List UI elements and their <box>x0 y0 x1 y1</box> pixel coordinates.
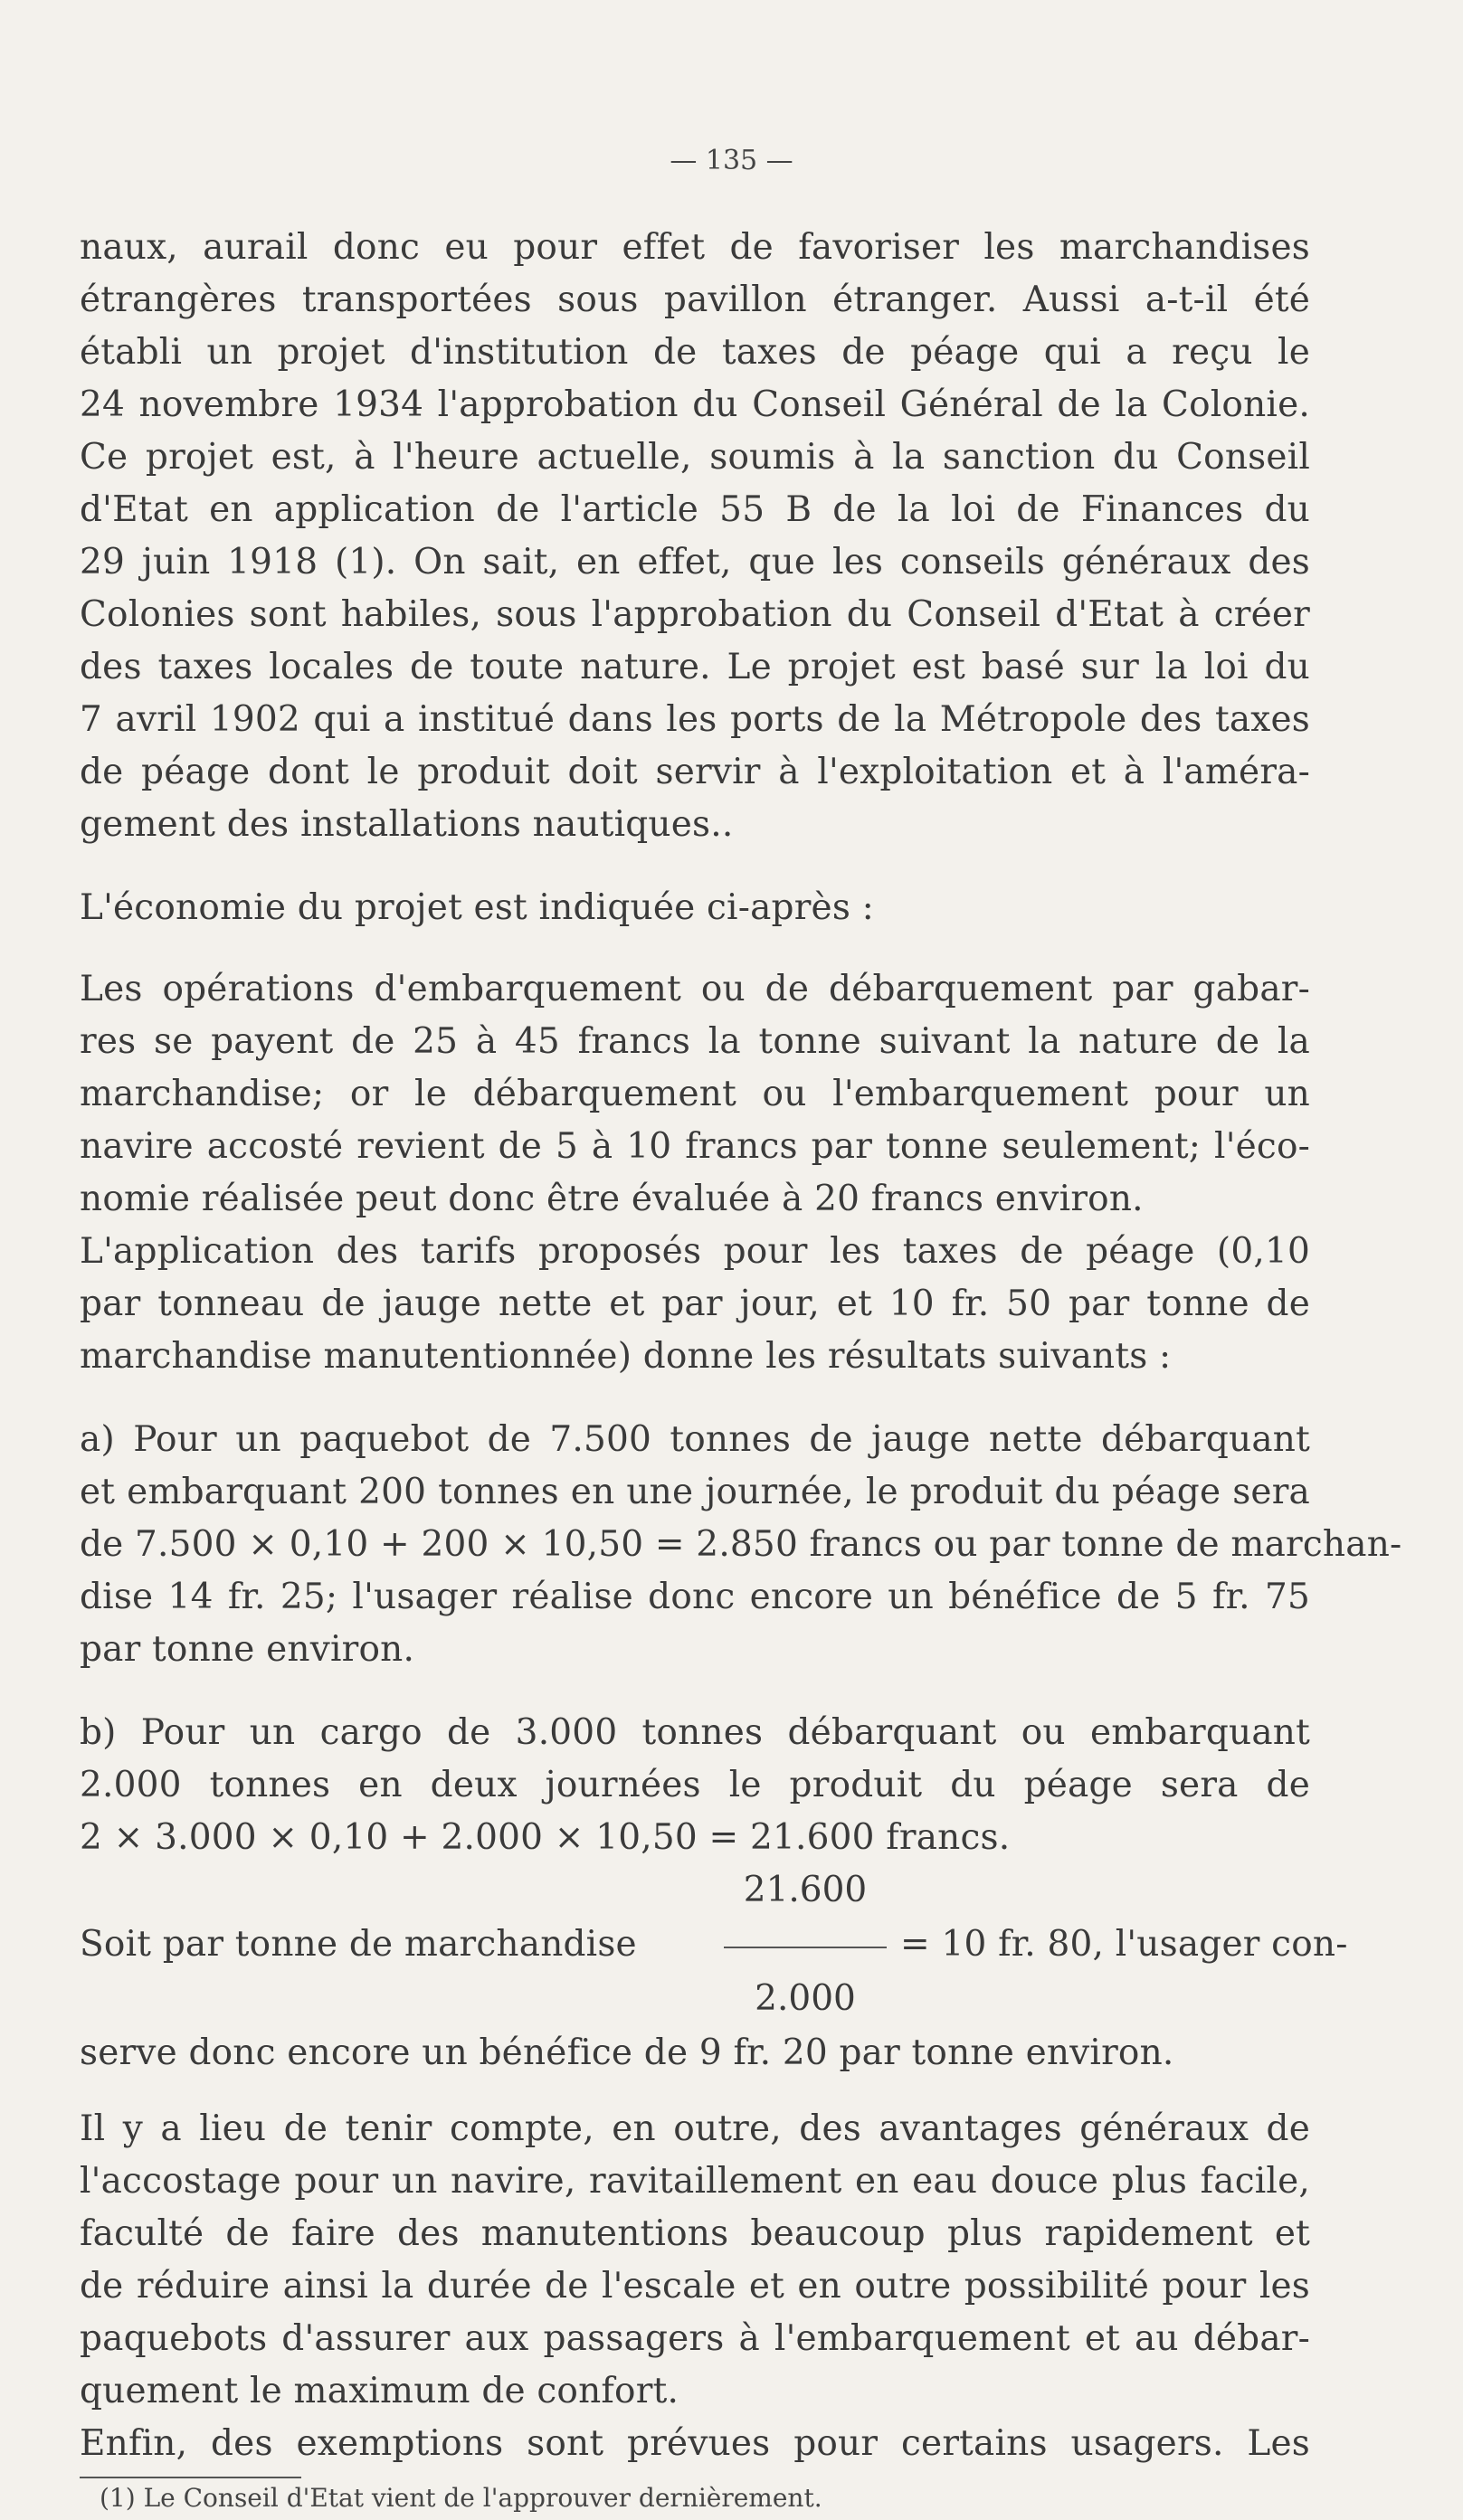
text-line: par tonneau de jauge nette et par jour, et 10 fr. 50 par tonne de <box>80 1284 1310 1324</box>
text-line: Ce projet est, à l'heure actuelle, soumis à la sanction du Conseil <box>80 437 1310 478</box>
fraction-bar <box>724 1947 887 1948</box>
footnote: (1) Le Conseil d'Etat vient de l'approuver dernièrement. <box>100 2483 822 2513</box>
text-line: 29 juin 1918 (1). On sait, en effet, que les conseils généraux des <box>80 542 1310 583</box>
text-line: et embarquant 200 tonnes en une journée, le produit du péage sera <box>80 1472 1310 1512</box>
text-line: par tonne environ. <box>80 1629 415 1670</box>
footnote-rule <box>80 2477 301 2478</box>
text-line: nomie réalisée peut donc être évaluée à 20 francs environ. <box>80 1179 1144 1219</box>
page-number: — 135 — <box>670 145 793 176</box>
text-line: gement des installations nautiques.. <box>80 804 734 845</box>
text-line: 2.000 tonnes en deux journées le produit du péage sera de <box>80 1765 1310 1805</box>
text-line: dise 14 fr. 25; l'usager réalise donc encore un bénéfice de 5 fr. 75 <box>80 1577 1310 1617</box>
text-line: de réduire ainsi la durée de l'escale et en outre possibilité pour les <box>80 2266 1310 2307</box>
text-line: L'économie du projet est indiquée ci-après : <box>80 887 874 928</box>
text-line: b) Pour un cargo de 3.000 tonnes débarquant ou embarquant <box>80 1712 1310 1753</box>
fraction-denominator: 2.000 <box>755 1978 856 2019</box>
text-line: Il y a lieu de tenir compte, en outre, des avantages généraux de <box>80 2108 1310 2149</box>
text-line: marchandise manutentionnée) donne les résultats suivants : <box>80 1336 1172 1377</box>
text-line: établi un projet d'institution de taxes de péage qui a reçu le <box>80 332 1310 373</box>
text-line: l'accostage pour un navire, ravitaillement en eau douce plus facile, <box>80 2161 1310 2202</box>
text-line: d'Etat en application de l'article 55 B de la loi de Finances du <box>80 489 1310 530</box>
text-line: a) Pour un paquebot de 7.500 tonnes de jauge nette débarquant <box>80 1419 1310 1460</box>
fraction-suffix: = 10 fr. 80, l'usager con- <box>900 1924 1348 1965</box>
fraction-numerator: 21.600 <box>743 1870 868 1910</box>
text-line: quement le maximum de confort. <box>80 2371 679 2411</box>
text-line: naux, aurail donc eu pour effet de favoriser les marchandises <box>80 227 1310 268</box>
text-line: 2 × 3.000 × 0,10 + 2.000 × 10,50 = 21.600 francs. <box>80 1817 1011 1858</box>
text-line: Enfin, des exemptions sont prévues pour certains usagers. Les <box>80 2423 1310 2464</box>
text-line: Les opérations d'embarquement ou de débarquement par gabar- <box>80 969 1310 1009</box>
text-line: paquebots d'assurer aux passagers à l'embarquement et au débar- <box>80 2318 1310 2359</box>
text-line: de péage dont le produit doit servir à l'exploitation et à l'améra- <box>80 752 1310 792</box>
fraction-prefix: Soit par tonne de marchandise <box>80 1924 637 1965</box>
text-line: de 7.500 × 0,10 + 200 × 10,50 = 2.850 francs ou par tonne de marchan- <box>80 1524 1402 1565</box>
text-line: étrangères transportées sous pavillon étranger. Aussi a-t-il été <box>80 279 1310 320</box>
text-line: navire accosté revient de 5 à 10 francs par tonne seulement; l'éco- <box>80 1126 1310 1167</box>
text-line: marchandise; or le débarquement ou l'embarquement pour un <box>80 1074 1310 1114</box>
text-line: res se payent de 25 à 45 francs la tonne suivant la nature de la <box>80 1021 1310 1062</box>
text-line: L'application des tarifs proposés pour les taxes de péage (0,10 <box>80 1231 1310 1272</box>
text-line: 7 avril 1902 qui a institué dans les ports de la Métropole des taxes <box>80 699 1310 740</box>
text-line: des taxes locales de toute nature. Le projet est basé sur la loi du <box>80 647 1310 687</box>
text-line: faculté de faire des manutentions beaucoup plus rapidement et <box>80 2213 1310 2254</box>
text-line: Colonies sont habiles, sous l'approbation du Conseil d'Etat à créer <box>80 594 1310 635</box>
text-line: serve donc encore un bénéfice de 9 fr. 20 par tonne environ. <box>80 2032 1174 2073</box>
text-line: 24 novembre 1934 l'approbation du Conseil Général de la Colonie. <box>80 384 1310 425</box>
